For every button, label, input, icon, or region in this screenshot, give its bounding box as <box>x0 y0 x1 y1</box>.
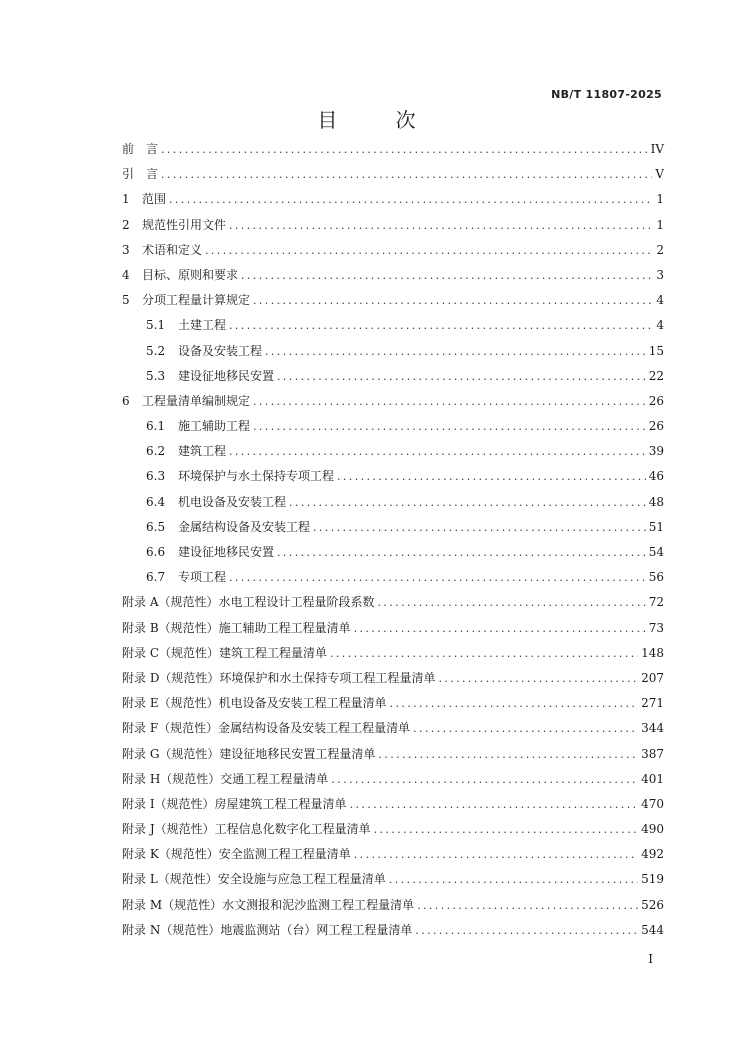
toc-entry-page: IV <box>650 142 664 156</box>
toc-entry-number: 6.4 <box>146 494 166 509</box>
toc-entry-label: 环境保护与水土保持专项工程 <box>178 469 335 484</box>
toc-entry-label: 附录 I（规范性）房屋建筑工程工程量清单 <box>122 796 347 811</box>
toc-entry[interactable] <box>122 467 664 492</box>
toc-leader-dots <box>438 672 638 685</box>
table-of-contents <box>122 140 664 946</box>
toc-leader-dots <box>337 470 646 483</box>
toc-entry-label: 范围 <box>142 192 167 207</box>
toc-entry[interactable] <box>122 568 664 593</box>
toc-entry-page: 73 <box>648 620 664 635</box>
toc-leader-dots <box>265 345 646 358</box>
toc-leader-dots <box>277 546 646 559</box>
toc-entry-page: 48 <box>648 494 664 509</box>
toc-entry-label: 规范性引用文件 <box>142 217 227 232</box>
toc-entry[interactable] <box>122 644 664 669</box>
toc-entry-page: 39 <box>648 444 664 459</box>
toc-entry[interactable] <box>122 745 664 770</box>
toc-entry-label: 附录 C（规范性）建筑工程工程量清单 <box>122 645 327 660</box>
toc-entry-label: 设备及安装工程 <box>178 343 263 358</box>
toc-leader-dots <box>253 294 653 307</box>
toc-entry[interactable] <box>122 367 664 392</box>
toc-leader-dots <box>253 420 646 433</box>
toc-entry[interactable] <box>122 417 664 442</box>
toc-leader-dots <box>415 924 638 937</box>
toc-entry-label: 建筑工程 <box>178 444 227 459</box>
toc-leader-dots <box>330 647 638 660</box>
toc-entry-number: 6.6 <box>146 545 166 559</box>
toc-entry[interactable] <box>122 543 664 568</box>
toc-entry-page: 3 <box>656 267 664 282</box>
toc-entry-label: 附录 M（规范性）水文测报和泥沙监测工程工程量清单 <box>122 897 415 912</box>
toc-entry-label: 专项工程 <box>178 570 227 585</box>
page-number: I <box>648 952 653 966</box>
toc-entry[interactable] <box>122 896 664 921</box>
toc-entry[interactable] <box>122 493 664 518</box>
toc-entry-page: 22 <box>648 368 664 383</box>
toc-leader-dots <box>313 521 646 534</box>
toc-entry-page: 1 <box>656 217 664 232</box>
toc-entry-page: 492 <box>641 847 664 862</box>
toc-entry[interactable] <box>122 442 664 467</box>
toc-entry-label: 土建工程 <box>178 318 227 333</box>
toc-leader-dots <box>229 445 646 458</box>
toc-entry-label: 施工辅助工程 <box>178 419 251 434</box>
toc-leader-dots <box>289 496 646 509</box>
toc-entry[interactable] <box>122 216 664 241</box>
toc-entry-label: 金属结构设备及安装工程 <box>178 519 311 534</box>
page-title: 目 次 <box>317 108 442 132</box>
toc-leader-dots <box>169 193 653 206</box>
toc-entry-label: 附录 A（规范性）水电工程设计工程量阶段系数 <box>122 595 375 610</box>
toc-entry-label: 附录 E（规范性）机电设备及安装工程工程量清单 <box>122 696 387 711</box>
toc-leader-dots <box>229 319 653 332</box>
toc-entry-number: 6.3 <box>146 469 166 484</box>
toc-entry[interactable] <box>122 291 664 316</box>
toc-entry-label: 分项工程量计算规定 <box>142 293 251 308</box>
toc-leader-dots <box>377 596 645 609</box>
toc-entry-page: 26 <box>648 393 664 408</box>
toc-entry[interactable] <box>122 342 664 367</box>
toc-leader-dots <box>354 622 646 635</box>
toc-entry[interactable] <box>122 392 664 417</box>
standard-id: NB/T 11807-2025 <box>551 88 662 101</box>
toc-leader-dots <box>374 823 638 836</box>
toc-entry-label: 附录 F（规范性）金属结构设备及安装工程工程量清单 <box>122 721 411 736</box>
toc-entry-number: 2 <box>122 217 130 232</box>
toc-entry-page: 26 <box>648 419 664 434</box>
toc-entry-page: 2 <box>656 242 664 257</box>
toc-entry[interactable] <box>122 266 664 291</box>
toc-entry-page: 207 <box>641 670 664 685</box>
toc-leader-dots <box>161 143 648 156</box>
toc-entry[interactable] <box>122 820 664 845</box>
toc-entry-label: 目标、原则和要求 <box>142 267 239 282</box>
toc-entry[interactable] <box>122 316 664 341</box>
toc-entry-page: 271 <box>641 696 664 711</box>
toc-entry-page: 46 <box>648 469 664 484</box>
toc-entry[interactable] <box>122 845 664 870</box>
toc-entry-label: 附录 K（规范性）安全监测工程工程量清单 <box>122 847 351 862</box>
toc-entry-label: 附录 N（规范性）地震监测站（台）网工程工程量清单 <box>122 922 413 937</box>
toc-leader-dots <box>205 244 653 257</box>
toc-leader-dots <box>161 168 652 181</box>
toc-entry[interactable] <box>122 694 664 719</box>
toc-entry-label: 工程量清单编制规定 <box>142 393 251 408</box>
toc-entry[interactable] <box>122 241 664 266</box>
toc-entry-page: 51 <box>648 519 664 534</box>
toc-leader-dots <box>378 748 638 761</box>
toc-entry-page: 344 <box>641 721 664 736</box>
toc-entry[interactable] <box>122 190 664 215</box>
toc-entry-label: 附录 J（规范性）工程信息化数字化工程量清单 <box>122 822 371 837</box>
toc-entry-page: 54 <box>648 545 664 559</box>
toc-entry-number: 5.1 <box>146 318 166 333</box>
toc-leader-dots <box>277 370 646 383</box>
toc-entry-label: 引 言 <box>122 167 159 182</box>
toc-entry-page: 401 <box>641 771 664 786</box>
toc-entry[interactable] <box>122 770 664 795</box>
toc-entry-page: 526 <box>641 897 664 912</box>
toc-entry[interactable] <box>122 165 664 190</box>
toc-leader-dots <box>413 722 638 735</box>
toc-entry-label: 前 言 <box>122 142 159 156</box>
toc-entry[interactable] <box>122 619 664 644</box>
toc-entry[interactable] <box>122 518 664 543</box>
toc-entry-page: 470 <box>641 796 664 811</box>
toc-entry-page: 4 <box>656 293 664 308</box>
toc-entry-label: 术语和定义 <box>142 242 203 257</box>
toc-entry-page: 148 <box>641 645 664 660</box>
toc-entry-page: 544 <box>641 922 664 937</box>
toc-entry[interactable] <box>122 795 664 820</box>
toc-entry-number: 6 <box>122 393 130 408</box>
toc-leader-dots <box>350 798 639 811</box>
toc-leader-dots <box>241 269 653 282</box>
toc-entry-number: 5 <box>122 293 130 308</box>
toc-entry-label: 附录 G（规范性）建设征地移民安置工程量清单 <box>122 746 376 761</box>
toc-entry-page: 56 <box>648 570 664 585</box>
toc-leader-dots <box>389 873 638 886</box>
toc-leader-dots <box>354 848 638 861</box>
toc-entry[interactable] <box>122 669 664 694</box>
toc-entry-number: 5.3 <box>146 368 166 383</box>
toc-entry-page: 72 <box>648 595 664 610</box>
toc-entry-number: 6.1 <box>146 419 166 434</box>
toc-leader-dots <box>253 395 646 408</box>
toc-entry-page: 15 <box>648 343 664 358</box>
toc-entry[interactable] <box>122 921 664 946</box>
toc-entry-number: 6.2 <box>146 444 166 459</box>
toc-entry-number: 4 <box>122 267 130 282</box>
toc-entry-page: 519 <box>641 872 664 887</box>
toc-entry-page: 4 <box>656 318 664 333</box>
toc-entry-label: 附录 B（规范性）施工辅助工程工程量清单 <box>122 620 351 635</box>
toc-entry-label: 附录 D（规范性）环境保护和水土保持专项工程工程量清单 <box>122 670 436 685</box>
toc-leader-dots <box>229 219 653 232</box>
toc-entry[interactable] <box>122 593 664 618</box>
toc-entry-page: 1 <box>656 192 664 207</box>
toc-entry[interactable] <box>122 140 664 165</box>
toc-entry-number: 5.2 <box>146 343 166 358</box>
toc-entry-label: 附录 L（规范性）安全设施与应急工程工程量清单 <box>122 872 386 887</box>
toc-entry-number: 6.7 <box>146 570 166 585</box>
toc-entry-page: 387 <box>641 746 664 761</box>
toc-entry-label: 建设征地移民安置 <box>178 545 275 559</box>
toc-entry-label: 机电设备及安装工程 <box>178 494 287 509</box>
toc-entry-number: 6.5 <box>146 519 166 534</box>
toc-leader-dots <box>229 571 646 584</box>
toc-entry-number: 3 <box>122 242 130 257</box>
toc-entry[interactable] <box>122 870 664 895</box>
toc-entry-page: 490 <box>641 822 664 837</box>
toc-entry-label: 附录 H（规范性）交通工程工程量清单 <box>122 771 329 786</box>
toc-entry-page: V <box>655 167 664 182</box>
toc-entry[interactable] <box>122 719 664 744</box>
toc-leader-dots <box>417 899 638 912</box>
toc-entry-number: 1 <box>122 192 130 207</box>
toc-leader-dots <box>390 697 639 710</box>
toc-leader-dots <box>331 773 638 786</box>
toc-entry-label: 建设征地移民安置 <box>178 368 275 383</box>
